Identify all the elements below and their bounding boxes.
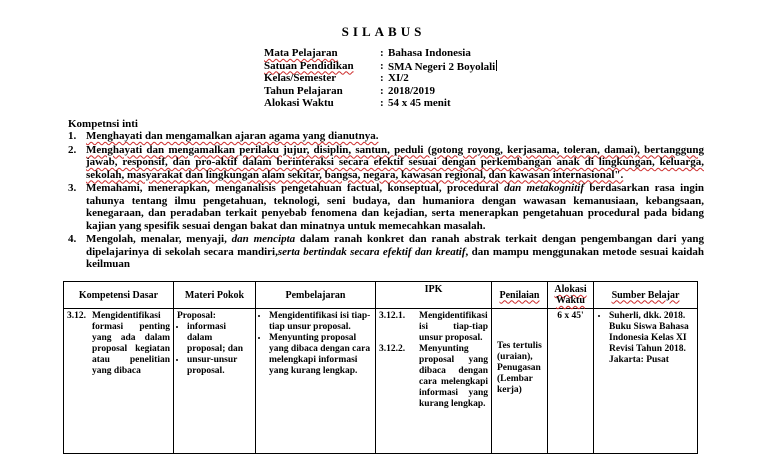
meta-value: Bahasa Indonesia [388, 47, 471, 59]
cell-sumber-belajar [594, 309, 698, 454]
meta-value: 54 x 45 menit [388, 97, 451, 109]
document-title: SILABUS [341, 24, 426, 39]
list-item [68, 182, 704, 232]
list-text: berdasarkan rasa ingin tahunya tentang ilmu pengetahuan, teknologi, seni budaya, dan humaniora dengan wawasan kemanusiaan, kebangsaan, kenegaraan, dan peradaban terkait penyebab fenomena dan kejadian, serta menerapkan pengetahuan procedural pada bidang kajian yang spesifik sesuai dengan bakat dan minatnya untuk memecahkan masalah. [86, 182, 704, 232]
meta-colon: : [380, 84, 384, 97]
column-header: Materi Pokok [174, 282, 256, 309]
table-row [64, 309, 698, 454]
meta-label: Kelas/Semester [264, 72, 337, 84]
kompetensi-inti-list [68, 130, 704, 272]
list-item [68, 130, 704, 143]
kd-number: 3.12. [67, 311, 86, 321]
pembelajaran-list [259, 311, 372, 377]
list-item: • Menyunting proposal yang dibaca dengan cara melengkapi informasi yang kurang lengkap. [269, 333, 372, 377]
column-header: Pembelajaran [256, 282, 376, 309]
meta-label: Satuan Pendidikan [264, 59, 354, 72]
list-item: • informasi dalam proposal; dan [187, 322, 252, 355]
cell-pembelajaran [256, 309, 376, 454]
column-header-text: Alokasi Waktu [554, 284, 587, 306]
list-text-italic: dan mencipta [231, 233, 296, 245]
meta-label: Tahun Pelajaran [264, 84, 343, 97]
list-number: 4. [68, 233, 77, 245]
sumber-list [597, 311, 694, 366]
list-item: • unsur-unsur proposal. [187, 355, 252, 377]
list-item [68, 233, 704, 271]
kompetensi-inti-heading: Kompetnsi inti [68, 118, 138, 130]
list-item: • Mengidentifikasi isi tiap-tiap unsur proposal. [269, 311, 372, 333]
penilaian-text: Tes tertulis (uraian), Penugasan (Lembar kerja) [497, 341, 542, 395]
column-header: Kompetensi Dasar [64, 282, 174, 309]
table-header-row [64, 282, 698, 309]
meta-value: SMA Negeri 2 Boyolali [388, 60, 496, 73]
meta-label: Mata Pelajaran [264, 47, 338, 59]
ipk-number: 3.12.1. [379, 311, 406, 321]
list-text-italic: serta bertindak secara efektif dan kreatif [277, 245, 466, 258]
text-cursor [496, 60, 497, 71]
list-text: Menghayati dan mengamalkan ajaran agama yang dianutnya. [86, 130, 379, 142]
column-header [548, 282, 594, 309]
materi-list [177, 322, 252, 377]
ipk-text: Mengidentifikasi isi tiap-tiap unsur proposal. [419, 311, 488, 343]
list-number: 2. [68, 143, 77, 156]
cell-penilaian [492, 309, 548, 454]
list-text: , dan mampu menggunakan metode sesuai kaidah keilmuan [86, 245, 704, 270]
meta-colon: : [380, 47, 384, 59]
column-header-text: Penilaian [499, 289, 540, 301]
meta-label: Alokasi Waktu [264, 97, 334, 109]
list-text-italic: dan metakognitif [504, 182, 584, 194]
ipk-number: 3.12.2. [379, 344, 406, 354]
ipk-item [379, 311, 488, 344]
list-item [68, 144, 704, 182]
column-header: IPK [376, 282, 492, 309]
meta-value: 2018/2019 [388, 84, 436, 97]
ipk-item [379, 344, 488, 410]
column-header [492, 282, 548, 309]
meta-value: XI/2 [388, 72, 409, 84]
column-header-text: Sumber Belajar [611, 289, 680, 301]
column-header [594, 282, 698, 309]
meta-colon: : [380, 59, 384, 72]
cell-ipk [376, 309, 492, 454]
list-item: • Suherli, dkk. 2018. Buku Siswa Bahasa Indonesia Kelas XI Revisi Tahun 2018. Jakarta: Pusat [609, 311, 694, 366]
list-number: 1. [68, 130, 77, 142]
meta-colon: : [380, 72, 384, 84]
list-number: 3. [68, 182, 77, 194]
list-text: Memahami, menerapkan, menganalisis pengetahuan factual, konseptual, procedural [86, 182, 505, 194]
meta-colon: : [380, 97, 384, 109]
list-text: dalam ranah konkret dan ranah abstrak terkait dengan pengembangan dari yang dipelajarinya di sekolah secara mandiri, [86, 233, 705, 258]
cell-alokasi-waktu: 6 x 45' [548, 309, 594, 454]
kd-text: Mengidentifikasi formasi penting yang ada dalam proposal kegiatan atau penelitian yang dibaca [92, 311, 170, 376]
cell-materi-pokok [174, 309, 256, 454]
meta-value-with-caret[interactable] [388, 60, 497, 74]
cell-kompetensi-dasar [64, 309, 174, 454]
syllabus-table [63, 281, 698, 454]
materi-heading: Proposal: [177, 311, 216, 321]
ipk-text: Menyunting proposal yang dibaca dengan cara melengkapi informasi yang kurang lengkap. [419, 344, 488, 409]
list-text: Menghayati dan mengamalkan perilaku jujur, disiplin, santun, peduli (gotong royong, kerjasama, toleran, damai), bertanggung jawab, responsif, dan pro-aktif dalam berinteraksi secara efektif sesuai dengan perkembangan anak di lingkungan, keluarga, sekolah, masyarakat dan lingkungan alam sekitar, bangsa, negara, kawasan regional, dan kawasan internasional". [86, 143, 704, 181]
list-text: Mengolah, menalar, menyaji, [86, 233, 232, 245]
